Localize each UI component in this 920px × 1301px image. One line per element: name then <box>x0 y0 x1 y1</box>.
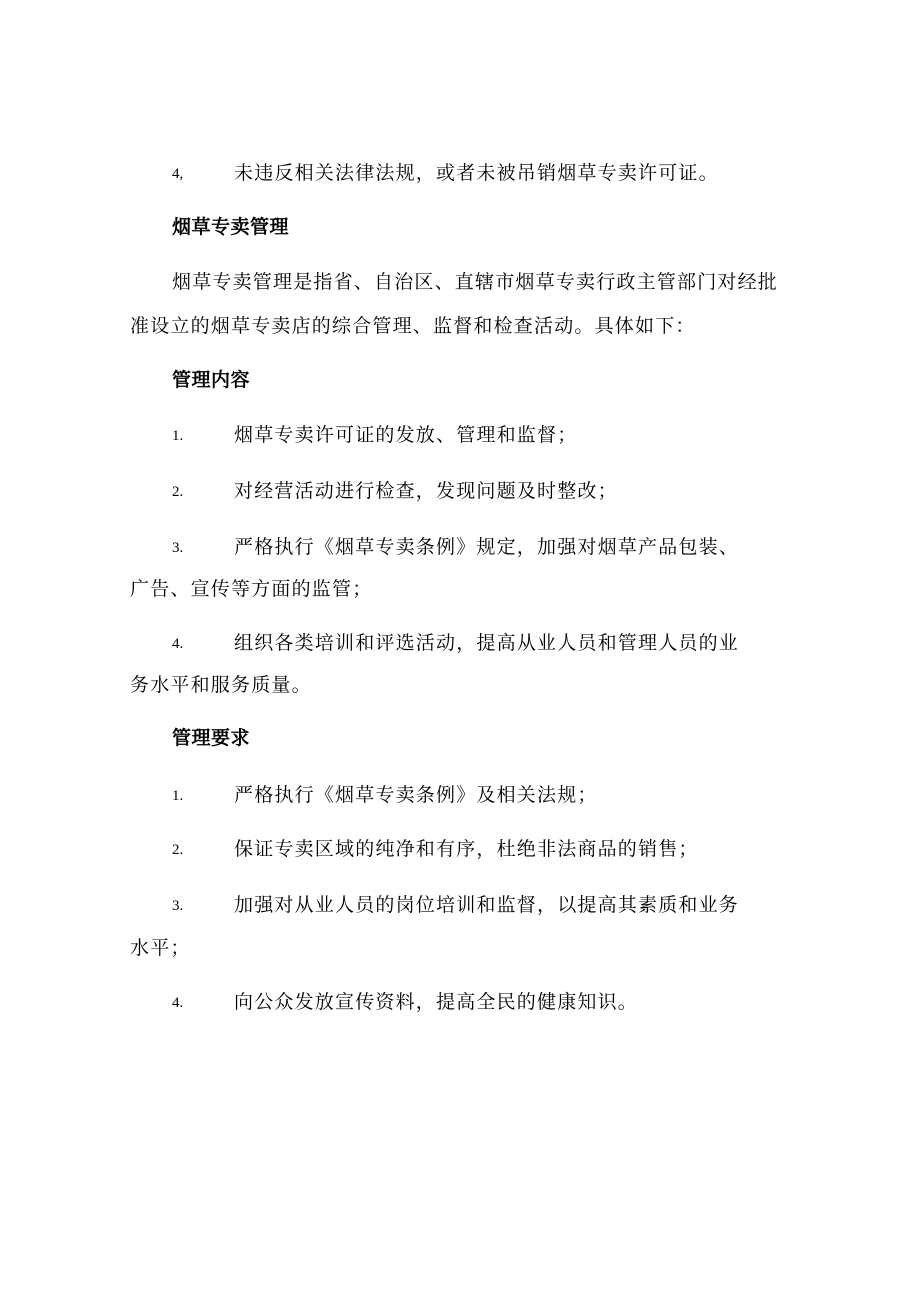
list-number: 1. <box>172 788 184 804</box>
list-item-text-continued: 水平； <box>130 937 191 959</box>
list-item-text: 烟草专卖许可证的发放、管理和监督； <box>234 424 578 446</box>
section-heading-management-content: 管理内容 <box>172 369 251 391</box>
list-item-text: 加强对从业人员的岗位培训和监督，以提高其素质和业务 <box>234 894 740 916</box>
list-number: 4. <box>172 636 184 652</box>
list-item-text: 严格执行《烟草专卖条例》及相关法规； <box>234 784 598 806</box>
list-item-text: 组织各类培训和评选活动，提高从业人员和管理人员的业 <box>234 632 740 654</box>
list-item-text-continued: 务水平和服务质量。 <box>130 674 312 696</box>
list-item-text: 保证专卖区域的纯净和有序，杜绝非法商品的销售； <box>234 838 699 860</box>
list-number: 3. <box>172 898 184 914</box>
paragraph-line: 准设立的烟草专卖店的综合管理、监督和检查活动。具体如下： <box>130 315 696 337</box>
section-heading-management-requirements: 管理要求 <box>172 727 251 749</box>
list-item-text: 未违反相关法律法规，或者未被吊销烟草专卖许可证。 <box>234 162 719 184</box>
list-item-text: 严格执行《烟草专卖条例》规定，加强对烟草产品包装、 <box>234 536 740 558</box>
list-item-text: 向公众发放宣传资料，提高全民的健康知识。 <box>234 991 639 1013</box>
list-number: 2. <box>172 484 184 500</box>
list-item-text-continued: 广告、宣传等方面的监管； <box>130 578 373 600</box>
paragraph-line: 烟草专卖管理是指省、自治区、直辖市烟草专卖行政主管部门对经批 <box>172 271 779 293</box>
list-number: 3. <box>172 540 184 556</box>
list-number: 2. <box>172 842 184 858</box>
section-heading-tobacco-management: 烟草专卖管理 <box>172 216 290 238</box>
list-number: 4, <box>172 166 184 182</box>
list-number: 4. <box>172 995 184 1011</box>
list-number: 1. <box>172 428 184 444</box>
list-item-text: 对经营活动进行检查，发现问题及时整改； <box>234 480 618 502</box>
